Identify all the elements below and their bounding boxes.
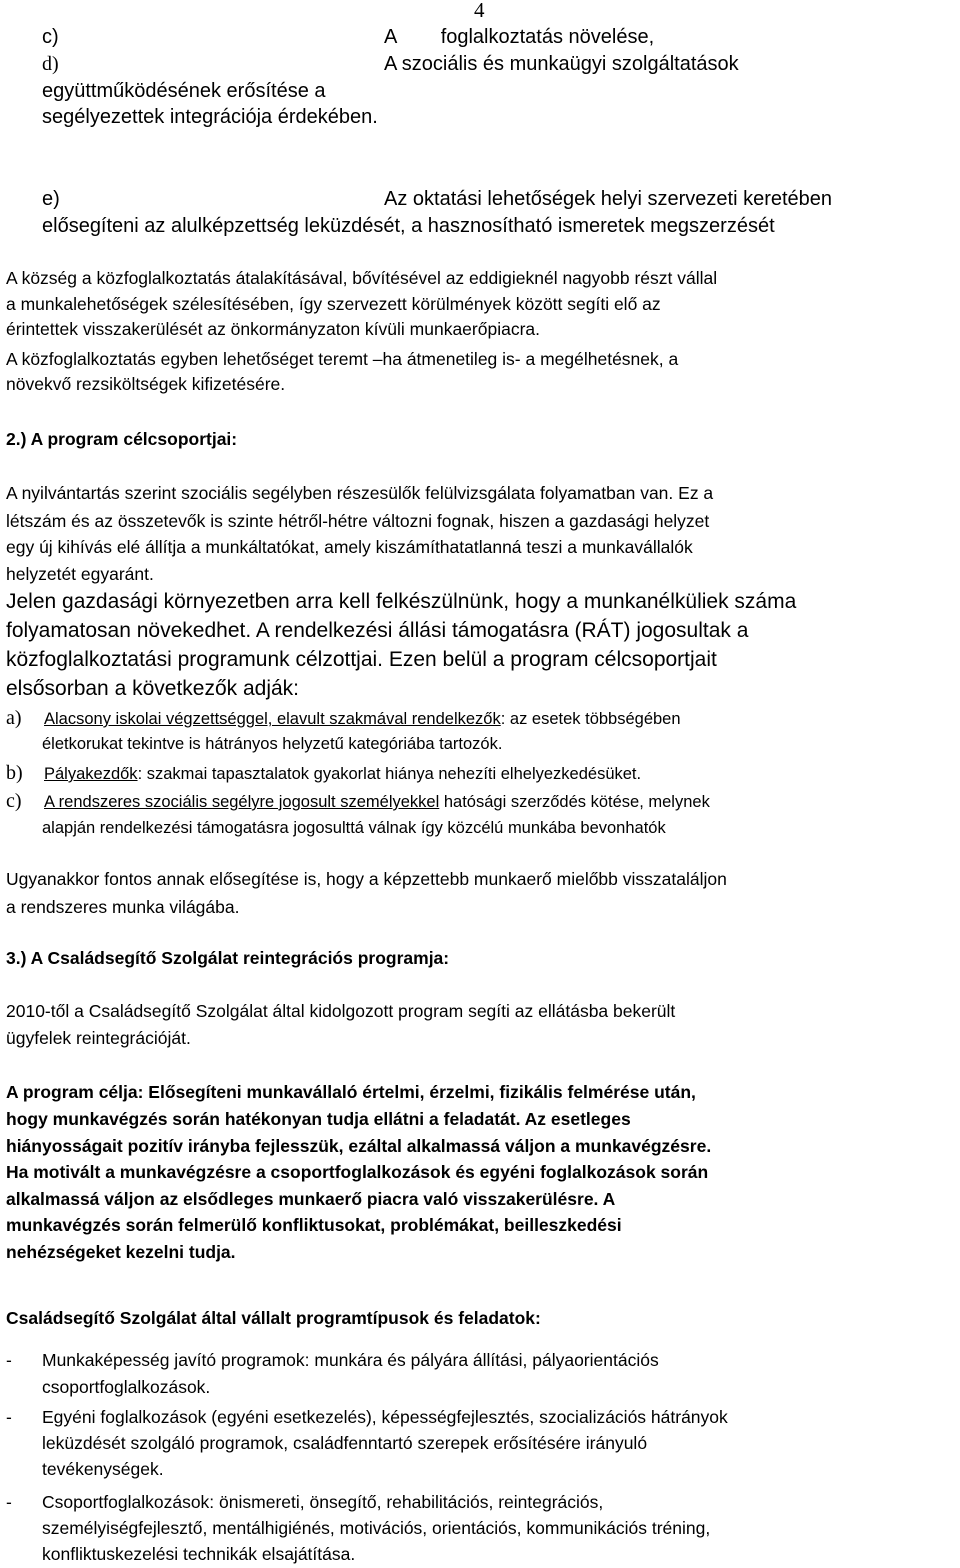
item-e-line2: elősegíteni az alulképzettség leküzdését, a hasznosítható ismeretek megszerzését — [42, 215, 775, 237]
program-type-line: konfliktuskezelési technikák elsajátítása. — [42, 1544, 356, 1564]
goal-line: alkalmassá váljon az elsődleges munkaerő piacra való visszakerülésre. A — [6, 1189, 616, 1209]
target-item-line2: alapján rendelkezési támogatásra jogosulttá válnak így közcélú munkába bevonhatók — [42, 819, 666, 837]
target-item-underlined: A rendszeres szociális segélyre jogosult személyekkel — [44, 793, 440, 811]
para1-line: növekvő rezsiköltségek kifizetésére. — [6, 374, 286, 394]
para4-line: Ugyanakkor fontos annak elősegítése is, hogy a képzettebb munkaerő mielőbb visszataláljon — [6, 869, 727, 889]
item-d-line2: együttműködésének erősítése a — [42, 80, 326, 102]
goal-line: hogy munkavégzés során hatékonyan tudja ellátni a feladatát. Az esetleges — [6, 1109, 631, 1129]
target-item-c — [6, 788, 710, 815]
para5-line: 2010-től a Családsegítő Szolgálat által kidolgozott program segíti az ellátásba bekerült — [6, 1001, 676, 1021]
para4-line: a rendszeres munka világába. — [6, 897, 240, 917]
section3-heading: 3.) A Családsegítő Szolgálat reintegrációs programja: — [6, 948, 450, 968]
program-type-line: Egyéni foglalkozások (egyéni esetkezelés), képességfejlesztés, szocializációs hátrányok — [42, 1407, 728, 1427]
goal-line: nehézségeket kezelni tudja. — [6, 1242, 236, 1262]
item-c-text: A foglalkoztatás növelése, — [384, 26, 655, 48]
item-d-line3: segélyezettek integrációja érdekében. — [42, 106, 378, 128]
para1-line: A község a közfoglalkoztatás átalakításával, bővítésével az eddigieknél nagyobb részt vállal — [6, 268, 718, 288]
para2-line: A nyilvántartás szerint szociális segélyben részesülők felülvizsgálata folyamatban van. Ez a — [6, 483, 714, 503]
target-item-rest: hatósági szerződés kötése, melynek — [439, 793, 710, 811]
program-type-dash: - — [6, 1407, 12, 1427]
goal-line: A program célja: Elősegíteni munkavállaló értelmi, érzelmi, fizikális felmérése után, — [6, 1082, 696, 1102]
target-item-b — [6, 760, 641, 787]
target-item-label: b) — [6, 762, 23, 784]
item-e-text: Az oktatási lehetőségek helyi szervezeti keretében — [384, 188, 833, 210]
target-item-line2: életkorukat tekintve is hátrányos helyzetű kategóriába tartozók. — [42, 735, 503, 753]
program-type-line: tevékenységek. — [42, 1459, 164, 1479]
program-type-line: Csoportfoglalkozások: önismereti, önsegítő, rehabilitációs, reintegrációs, — [42, 1492, 604, 1512]
program-type-line: Munkaképesség javító programok: munkára és pályára állítási, pályaorientációs — [42, 1350, 659, 1370]
para2-line: egy új kihívás elé állítja a munkáltatókat, amely kiszámíthatatlanná teszi a munkavállalók — [6, 537, 693, 557]
para1-line: érintettek visszakerülését az önkormányzaton kívüli munkaerőpiacra. — [6, 319, 540, 339]
para2-line: létszám és az összetevők is szinte hétről-hétre változni fognak, hiszen a gazdasági helyzet — [6, 511, 710, 531]
goal-line: munkavégzés során felmerülő konfliktusokat, problémákat, beilleszkedési — [6, 1215, 622, 1235]
program-type-line: leküzdését szolgáló programok, családfenntartó szerepek erősítésére irányuló — [42, 1433, 648, 1453]
program-type-line: személyiségfejlesztő, mentálhigiénés, motivációs, orientációs, kommunikációs tréning, — [42, 1518, 711, 1538]
target-item-rest: : szakmai tapasztalatok gyakorlat hiánya nehezíti elhelyezkedésüket. — [137, 765, 642, 783]
page-number: 4 — [474, 0, 485, 22]
target-item-rest: : az esetek többségében — [500, 710, 681, 728]
item-e-label: e) — [42, 188, 60, 210]
para3-line: elsősorban a következők adják: — [6, 677, 300, 700]
goal-line: Ha motivált a munkavégzésre a csoportfoglalkozások és egyéni foglalkozások során — [6, 1162, 709, 1182]
goal-line: hiányosságait pozitív irányba fejlesszük, ezáltal alkalmassá váljon a munkavégzésre. — [6, 1136, 712, 1156]
para3-line: Jelen gazdasági környezetben arra kell felkészülnünk, hogy a munkanélküliek száma — [6, 590, 797, 613]
program-type-dash: - — [6, 1492, 12, 1512]
para2-line: helyzetét egyaránt. — [6, 564, 154, 584]
target-item-label: c) — [6, 790, 22, 812]
program-types-heading: Családsegítő Szolgálat által vállalt programtípusok és feladatok: — [6, 1308, 541, 1328]
target-item-label: a) — [6, 707, 22, 729]
program-type-line: csoportfoglalkozások. — [42, 1377, 211, 1397]
para5-line: ügyfelek reintegrációját. — [6, 1028, 191, 1048]
section2-heading: 2.) A program célcsoportjai: — [6, 429, 238, 449]
program-type-dash: - — [6, 1350, 12, 1370]
para3-line: közfoglalkoztatási programunk célzottjai. Ezen belül a program célcsoportjait — [6, 648, 717, 671]
target-item-underlined: Pályakezdők — [44, 765, 138, 783]
item-d-label: d) — [42, 53, 59, 75]
para1-line: A közfoglalkoztatás egyben lehetőséget teremt –ha átmenetileg is- a megélhetésnek, a — [6, 349, 679, 369]
item-c-label: c) — [42, 26, 59, 48]
para3-line: folyamatosan növekedhet. A rendelkezési állási támogatásra (RÁT) jogosultak a — [6, 619, 749, 642]
para1-line: a munkalehetőségek szélesítésében, így szervezett körülmények között segíti elő az — [6, 294, 661, 314]
item-d-text: A szociális és munkaügyi szolgáltatások — [384, 53, 739, 75]
target-item-a — [6, 705, 681, 732]
target-item-underlined: Alacsony iskolai végzettséggel, elavult szakmával rendelkezők — [44, 710, 501, 728]
